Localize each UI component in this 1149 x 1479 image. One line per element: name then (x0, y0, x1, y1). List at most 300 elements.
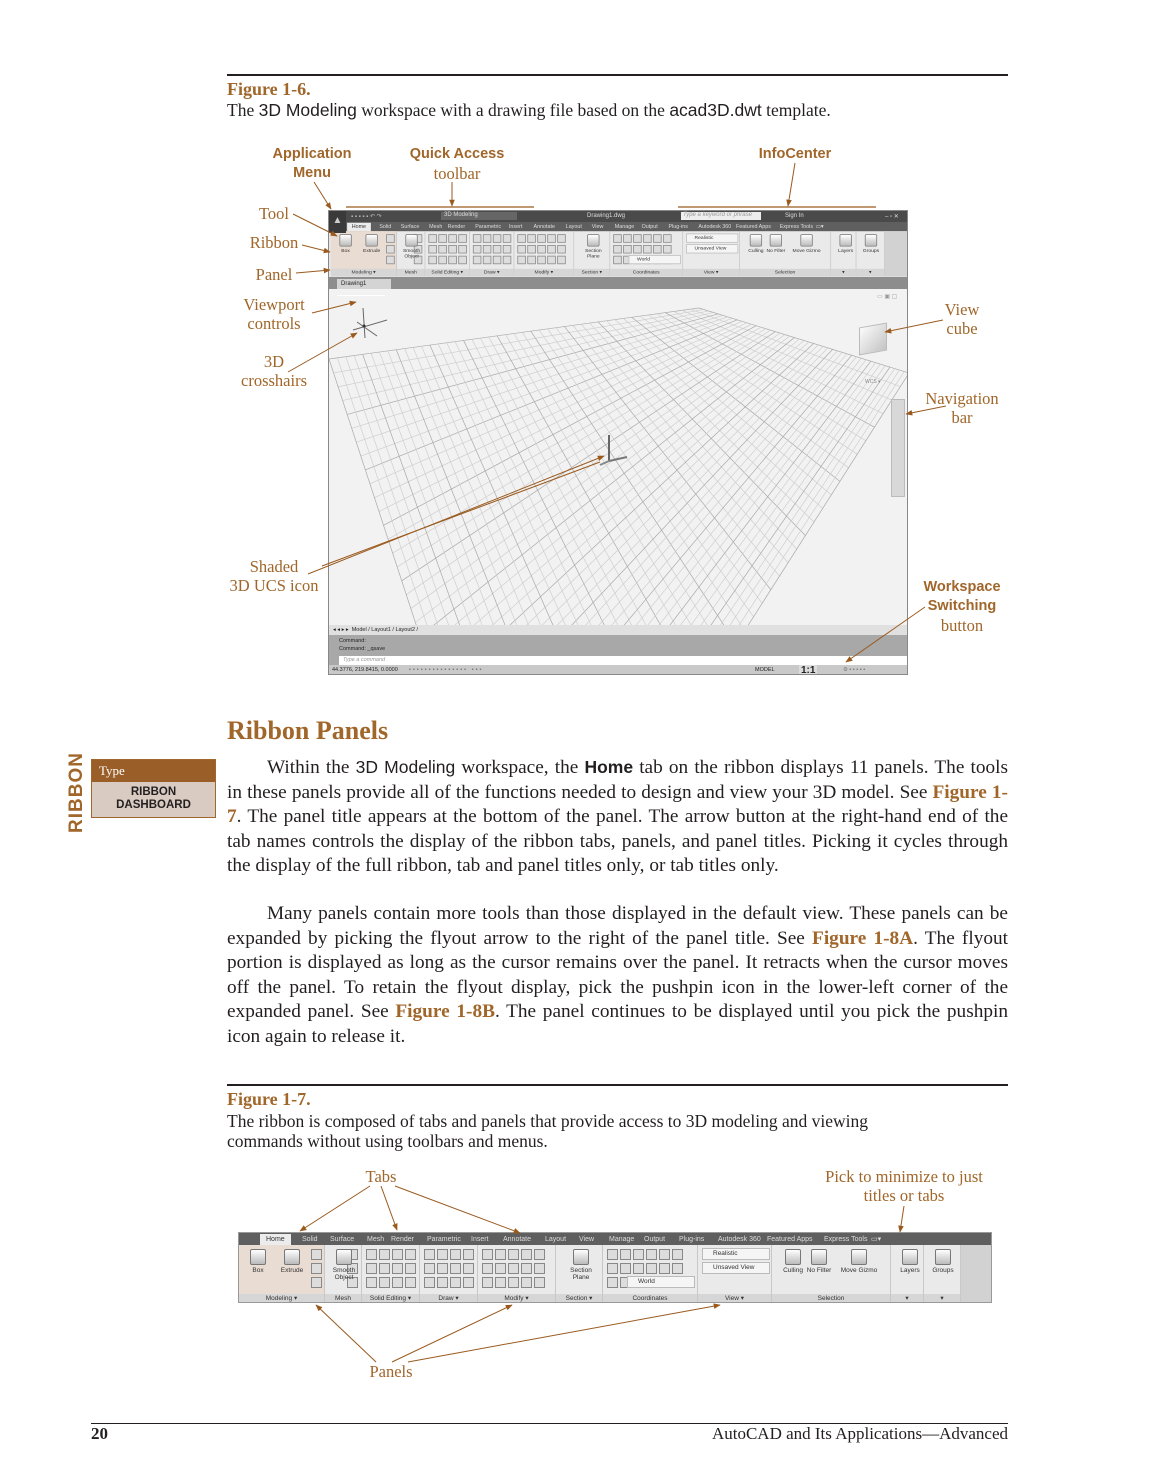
ribbon-tool-button[interactable]: No Filter (800, 1249, 838, 1274)
grid-line (511, 367, 890, 626)
view-dropdown[interactable]: Realistic (686, 234, 738, 243)
tool-icon[interactable] (646, 1263, 657, 1274)
tool-icon[interactable] (643, 234, 651, 242)
panel-title[interactable]: Selection (740, 269, 831, 277)
tool-icon[interactable] (547, 245, 555, 253)
tool-icon[interactable] (521, 1277, 532, 1288)
tool-icon[interactable] (659, 1263, 670, 1274)
tool-icon[interactable] (613, 256, 621, 264)
panel-title[interactable]: Section ▾ (556, 1294, 602, 1303)
tool-icon[interactable] (473, 234, 481, 242)
grid-line (493, 361, 871, 626)
tool-icon[interactable] (386, 256, 394, 264)
tool-icon (250, 1249, 266, 1265)
panel-title[interactable]: Draw ▾ (470, 269, 514, 277)
tool-icon[interactable] (379, 1249, 390, 1260)
ucs-icon (597, 429, 633, 469)
tool-icon (587, 234, 599, 246)
tool-icon[interactable] (448, 256, 456, 264)
tool-icon[interactable] (503, 256, 511, 264)
ribbon-tab[interactable]: Express Tools (779, 224, 814, 230)
minimize-ribbon-button[interactable]: ▭▾ (871, 1236, 882, 1243)
ribbon-tab[interactable]: Featured Apps (735, 224, 771, 230)
tool-icon[interactable] (633, 245, 641, 253)
figure-link[interactable]: Figure 1-8B (395, 1001, 495, 1022)
panel-title[interactable]: ▾ (891, 1294, 923, 1303)
tool-icon[interactable] (405, 1263, 416, 1274)
tool-icon[interactable] (482, 1263, 493, 1274)
tool-icon[interactable] (392, 1277, 403, 1288)
tool-icon[interactable] (483, 234, 491, 242)
tool-icon[interactable] (607, 1263, 618, 1274)
ribbon-tab[interactable]: Autodesk 360 (698, 224, 732, 230)
ribbon (239, 1233, 992, 1303)
grid-line (337, 358, 537, 626)
tool-icon (811, 1249, 827, 1265)
panel-title[interactable]: View ▾ (683, 269, 739, 277)
ribbon-panel (331, 231, 397, 276)
ribbon-panel (831, 231, 856, 276)
ribbon-tool-button[interactable]: Box (334, 234, 357, 253)
panel-title[interactable]: ▾ (924, 1294, 960, 1303)
ribbon-panel (856, 231, 884, 276)
wcs-label: WCS ▾ (865, 379, 881, 385)
tool-icon[interactable] (633, 234, 641, 242)
ribbon-tool-button[interactable]: Section Plane (582, 234, 605, 259)
label-panels: Panels (369, 1362, 413, 1381)
ribbon-tab[interactable]: Mesh (367, 1236, 385, 1243)
grid-line (489, 337, 693, 626)
tool-icon[interactable] (311, 1249, 322, 1260)
window-controls[interactable]: – ▫ ✕ (885, 214, 899, 220)
tool-icon[interactable] (424, 1277, 435, 1288)
grid-line (506, 366, 885, 626)
tool-icon[interactable] (438, 256, 446, 264)
page-number: 20 (91, 1424, 108, 1443)
panel-title[interactable]: Coordinates (603, 1294, 697, 1303)
command-name: RIBBON DASHBOARD (116, 786, 191, 811)
tool-icon[interactable] (366, 1249, 377, 1260)
panel-title[interactable]: ▾ (856, 269, 884, 277)
minimize-ribbon-button[interactable]: ▭▾ (815, 224, 824, 230)
tool-icon[interactable] (311, 1277, 322, 1288)
tool-icon[interactable] (503, 234, 511, 242)
tool-icon[interactable] (448, 234, 456, 242)
tool-icon (865, 234, 877, 246)
tool-icon[interactable] (607, 1277, 618, 1288)
ribbon-tab[interactable]: Plug-ins (679, 1236, 705, 1243)
label-3d-crosshairs: 3D crosshairs (241, 352, 307, 390)
viewport-window-controls[interactable]: ▭ ▣ ▢ (877, 294, 898, 300)
ribbon-tab[interactable]: Surface (330, 1236, 355, 1243)
figure-1-7-caption: The ribbon is composed of tabs and panels that provide access to 3D modeling and viewing commands without using toolbars and menus. (227, 1111, 869, 1151)
panel-title[interactable]: Modeling ▾ (239, 1294, 324, 1303)
tool-icon[interactable] (437, 1277, 448, 1288)
tool-icon[interactable] (386, 234, 394, 242)
annotation-scale[interactable]: 1:1 (801, 665, 816, 675)
tool-icon[interactable] (672, 1263, 683, 1274)
type-command-box (91, 759, 216, 818)
ribbon-panel (239, 1245, 325, 1303)
tool-icon[interactable] (458, 256, 466, 264)
ribbon-tab[interactable]: Express Tools (824, 1236, 868, 1243)
tool-icon[interactable] (311, 1263, 322, 1274)
tool-icon[interactable] (534, 1277, 545, 1288)
ribbon-tab[interactable]: Layout (565, 224, 582, 230)
ribbon-tab[interactable]: Annotate (503, 1236, 532, 1243)
viewport[interactable] (329, 289, 907, 626)
tool-icon[interactable] (663, 234, 671, 242)
ribbon-panel (610, 231, 683, 276)
autocad-screenshot (328, 210, 908, 675)
tool-icon (840, 234, 852, 246)
tool-icon[interactable] (537, 234, 545, 242)
figure-link[interactable]: Figure 1-8A (812, 927, 914, 949)
caption-text: template. (761, 100, 831, 120)
drafting-toggles[interactable]: ▪▪▪▪▪▪▪▪▪▪▪▪▪▪▪ ▪▪▪ (409, 667, 484, 673)
tool-icon[interactable] (424, 1263, 435, 1274)
panel-title[interactable]: Coordinates (610, 269, 682, 277)
tab-layout1[interactable]: Layout1 (371, 627, 391, 633)
tool-icon[interactable] (437, 1263, 448, 1274)
tool-icon[interactable] (482, 1277, 493, 1288)
drawing-tab[interactable]: Drawing1 (337, 279, 391, 289)
ribbon-figure (238, 1232, 992, 1303)
ribbon-panel (574, 231, 610, 276)
section-heading: Ribbon Panels (227, 716, 389, 745)
tool-icon[interactable] (643, 245, 651, 253)
figure-top-rule (227, 74, 1008, 76)
ribbon (331, 222, 908, 276)
tool-icon[interactable] (483, 256, 491, 264)
ribbon-tab[interactable]: Annotate (533, 224, 555, 230)
tool-icon[interactable] (521, 1263, 532, 1274)
tool-icon[interactable] (672, 1249, 683, 1260)
ribbon-tab[interactable]: Render (391, 1236, 414, 1243)
tool-icon[interactable] (557, 245, 565, 253)
ribbon-tool-button[interactable]: Groups (859, 234, 882, 253)
ribbon-tab[interactable]: Manage (609, 1236, 635, 1243)
ribbon-panel (891, 1245, 924, 1303)
ribbon-panel (772, 1245, 891, 1303)
panel-title[interactable]: Mesh (325, 1294, 361, 1303)
ribbon-tool-button[interactable]: Smooth Object (329, 1249, 359, 1281)
tool-icon[interactable] (428, 245, 436, 253)
tool-icon[interactable] (450, 1263, 461, 1274)
ribbon-empty-area (961, 1245, 992, 1303)
tool-icon[interactable] (424, 1249, 435, 1260)
ribbon-panel (514, 231, 574, 276)
tool-icon[interactable] (620, 1263, 631, 1274)
tool-icon[interactable] (450, 1249, 461, 1260)
coordinate-readout: 44.3776, 219.8415, 0.0000 (332, 667, 398, 673)
ribbon-panel (325, 1245, 362, 1303)
ribbon-tool-button[interactable]: Smooth Object (400, 234, 423, 259)
tool-icon[interactable] (537, 245, 545, 253)
ribbon-panel (698, 1245, 772, 1303)
figure-1-7-title: Figure 1-7. (227, 1089, 311, 1109)
tool-icon[interactable] (508, 1249, 519, 1260)
tool-icon[interactable] (527, 256, 535, 264)
ribbon-panel (683, 231, 740, 276)
ribbon-tool-button[interactable]: Extrude (360, 234, 383, 253)
command-line: Command: (339, 638, 366, 644)
tool-icon (284, 1249, 300, 1265)
search-input[interactable]: Type a keyword or phrase (681, 212, 761, 220)
ribbon-tab[interactable]: Parametric (475, 224, 502, 230)
label-view-cube: View cube (944, 300, 980, 338)
tool-icon[interactable] (633, 1263, 644, 1274)
ribbon-panel (478, 1245, 556, 1303)
command-input[interactable]: Type a command (339, 656, 907, 665)
status-bar (329, 665, 907, 675)
tool-icon[interactable] (517, 256, 525, 264)
tool-icon (366, 234, 378, 246)
tool-icon[interactable] (517, 234, 525, 242)
tool-icon (573, 1249, 589, 1265)
ribbon-tool-button[interactable]: Groups (928, 1249, 958, 1274)
sidebar-vertical-label: RIBBON (66, 752, 87, 833)
tool-icon[interactable] (493, 245, 501, 253)
tool-icon[interactable] (534, 1249, 545, 1260)
ribbon-panel (425, 231, 469, 276)
tool-icon[interactable] (379, 1277, 390, 1288)
view-dropdown[interactable]: Unsaved View (686, 244, 738, 253)
tool-icon[interactable] (405, 1277, 416, 1288)
grid-line (443, 345, 819, 626)
tool-icon[interactable] (659, 1249, 670, 1260)
tool-icon[interactable] (527, 245, 535, 253)
tool-icon[interactable] (483, 245, 491, 253)
ribbon-tab[interactable]: Home (347, 223, 371, 231)
coordinate-dropdown[interactable]: World (627, 1276, 695, 1288)
ribbon-tab[interactable]: View (591, 224, 604, 230)
tool-icon (851, 1249, 867, 1265)
caption-term: 3D Modeling (258, 100, 357, 120)
tab-model[interactable]: Model (351, 627, 367, 633)
ribbon-tool-button[interactable]: No Filter (761, 234, 790, 253)
ribbon-tab[interactable]: Mesh (429, 224, 443, 230)
application-menu-button[interactable]: ▲ (329, 211, 346, 233)
ribbon-tool-button[interactable]: Culling (774, 1249, 812, 1274)
panel-title[interactable]: Modeling ▾ (331, 269, 396, 277)
tool-icon[interactable] (473, 256, 481, 264)
tool-icon[interactable] (607, 1249, 618, 1260)
label-application-menu: Application Menu (272, 146, 352, 181)
panel-title[interactable]: Solid Editing ▾ (362, 1294, 419, 1303)
panel-title[interactable]: Section ▾ (574, 269, 609, 277)
tool-icon[interactable] (405, 1249, 416, 1260)
sign-in-button[interactable]: Sign In (785, 213, 804, 219)
tool-icon[interactable] (463, 1263, 474, 1274)
panel-title[interactable]: Modify ▾ (514, 269, 573, 277)
ribbon-tool-button[interactable]: Move Gizmo (792, 234, 821, 253)
ribbon-panel (362, 1245, 420, 1303)
tool-icon[interactable] (495, 1263, 506, 1274)
ribbon-tool-button[interactable]: Extrude (277, 1249, 307, 1274)
ribbon-tool-button[interactable]: Section Plane (566, 1249, 596, 1281)
paragraph: Within the 3D Modeling workspace, the Home tab on the ribbon displays 11 panels. The tools in these panels provide all of the functions needed to design and view your 3D model. See Figure 1-7. The panel title appears at the bottom of the panel. The arrow button at the right-hand end of the tab names controls the display of the ribbon tabs, panels, and panel titles. Picking it cycles through the display of the full ribbon, tab and panel titles only, or tab titles only. (227, 757, 1009, 876)
tool-icon[interactable] (495, 1277, 506, 1288)
ribbon-tab[interactable]: Autodesk 360 (718, 1236, 761, 1243)
panel-title[interactable]: Modify ▾ (478, 1294, 555, 1303)
ribbon-tabs (239, 1233, 992, 1245)
tool-icon[interactable] (653, 245, 661, 253)
tool-icon[interactable] (379, 1263, 390, 1274)
panel-title[interactable]: Mesh (397, 269, 425, 277)
ribbon-tool-button[interactable]: Move Gizmo (840, 1249, 878, 1274)
view-dropdown[interactable]: Unsaved View (702, 1262, 770, 1274)
tool-icon[interactable] (463, 1249, 474, 1260)
tool-icon[interactable] (495, 1249, 506, 1260)
quick-access-icons: ▪ ▪ ▪ ▪ ▪ ↶ ↷ (351, 214, 382, 220)
label-ribbon: Ribbon (249, 233, 299, 252)
ribbon-tab[interactable]: View (579, 1236, 595, 1243)
tool-icon[interactable] (473, 245, 481, 253)
label-ucs-icon: Shaded 3D UCS icon (229, 557, 319, 595)
ribbon-panel (924, 1245, 961, 1303)
tool-icon[interactable] (508, 1263, 519, 1274)
panel-title[interactable]: Draw ▾ (420, 1294, 477, 1303)
command-window (329, 635, 907, 665)
grid-line (429, 341, 804, 627)
ribbon-tab[interactable]: Featured Apps (767, 1236, 813, 1243)
view-cube[interactable] (859, 323, 887, 356)
tool-icon[interactable] (458, 245, 466, 253)
ribbon-tab[interactable]: Parametric (427, 1236, 461, 1243)
grid-line (354, 356, 555, 626)
tool-icon[interactable] (557, 234, 565, 242)
ribbon-tool-button[interactable]: Box (243, 1249, 273, 1274)
tool-icon[interactable] (458, 234, 466, 242)
tool-icon[interactable] (450, 1277, 461, 1288)
label-tool: Tool (258, 204, 290, 223)
tool-icon[interactable] (646, 1249, 657, 1260)
tool-icon (336, 1249, 352, 1265)
panel-title[interactable]: Selection (772, 1294, 890, 1303)
caption-text: workspace with a drawing file based on the (356, 100, 670, 120)
label-workspace-switching: Workspace Switching button (923, 579, 1001, 635)
ribbon-tab[interactable]: Insert (471, 1236, 489, 1243)
tool-icon[interactable] (547, 234, 555, 242)
ribbon-tab[interactable]: Manage (614, 224, 635, 230)
panel-title[interactable]: View ▾ (698, 1294, 771, 1303)
viewport-controls[interactable] (337, 295, 385, 296)
label-minimize: Pick to minimize to just titles or tabs (825, 1167, 983, 1205)
ribbon-tool-button[interactable]: Layers (834, 234, 857, 253)
tool-icon (935, 1249, 951, 1265)
tool-icon[interactable] (623, 234, 631, 242)
tool-icon[interactable] (537, 256, 545, 264)
caption-term: acad3D.dwt (669, 100, 762, 120)
ribbon-tab[interactable]: Surface (400, 224, 420, 230)
tool-icon[interactable] (508, 1277, 519, 1288)
tool-icon[interactable] (623, 245, 631, 253)
tool-icon (405, 234, 417, 246)
grid-line (488, 360, 866, 626)
tab-layout2[interactable]: Layout2 (395, 627, 416, 633)
tool-icon[interactable] (386, 245, 394, 253)
tool-icon[interactable] (613, 234, 621, 242)
ribbon-tool-button[interactable]: Layers (895, 1249, 925, 1274)
ribbon-tab[interactable]: Home (260, 1234, 291, 1245)
figure-link[interactable]: Figure 1-7 (227, 781, 1008, 827)
panel-title[interactable]: ▾ (831, 269, 856, 277)
panel-title[interactable]: Solid Editing ▾ (425, 269, 469, 277)
tool-icon[interactable] (463, 1277, 474, 1288)
ribbon-panel (556, 1245, 603, 1303)
tool-icon[interactable] (493, 234, 501, 242)
label-navigation-bar: Navigation bar (925, 389, 999, 427)
tool-icon[interactable] (438, 245, 446, 253)
tool-icon[interactable] (366, 1277, 377, 1288)
ribbon-panel (420, 1245, 478, 1303)
model-button[interactable]: MODEL (755, 667, 775, 673)
tool-icon[interactable] (366, 1263, 377, 1274)
figure-top-rule (227, 1084, 1008, 1086)
coordinate-dropdown[interactable]: World (629, 255, 681, 264)
tool-icon[interactable] (482, 1249, 493, 1260)
caption-text: The (227, 100, 259, 120)
view-dropdown[interactable]: Realistic (702, 1248, 770, 1260)
ribbon-panel (603, 1245, 698, 1303)
ribbon-panel (397, 231, 425, 276)
tool-icon[interactable] (503, 245, 511, 253)
tool-icon[interactable] (493, 256, 501, 264)
tool-icon[interactable] (557, 256, 565, 264)
tool-icon[interactable] (547, 256, 555, 264)
tool-icon[interactable] (521, 1249, 532, 1260)
tool-icon[interactable] (620, 1249, 631, 1260)
ribbon-tab[interactable]: Render (447, 224, 466, 230)
tool-icon[interactable] (633, 1249, 644, 1260)
tool-icon[interactable] (392, 1249, 403, 1260)
tool-icon[interactable] (517, 245, 525, 253)
ribbon-tab[interactable]: Plug-ins (668, 224, 688, 230)
ribbon-empty-area (885, 231, 908, 276)
ribbon-tab[interactable]: Solid (379, 224, 392, 230)
paragraph: Many panels contain more tools than those displayed in the default view. These panels can be expanded by picking the flyout arrow to the right of the panel title. See Figure 1-8A. The flyout portion is displayed as long as the cursor remains over the panel. It retracts when the cursor moves off the panel. To retain the flyout display, pick the pushpin icon in the lower-left corner of the expanded panel. See Figure 1-8B. The panel continues to be displayed until you pick the pushpin icon again to release it. (227, 903, 1008, 1047)
tool-icon[interactable] (438, 234, 446, 242)
tool-icon[interactable] (428, 256, 436, 264)
ribbon-tab[interactable]: Output (644, 1236, 666, 1243)
command-line: Command: _qsave (339, 646, 386, 652)
tool-icon[interactable] (448, 245, 456, 253)
tool-icon[interactable] (653, 234, 661, 242)
tool-icon[interactable] (613, 245, 621, 253)
ribbon-tab[interactable]: Output (641, 224, 658, 230)
ribbon-tool-button[interactable]: Culling (741, 234, 770, 253)
tool-icon[interactable] (534, 1263, 545, 1274)
tool-icon[interactable] (663, 245, 671, 253)
ribbon-tab[interactable]: Solid (302, 1236, 318, 1243)
label-infocenter: InfoCenter (758, 146, 832, 162)
workspace-dropdown[interactable]: 3D Modeling (441, 212, 517, 220)
crosshairs-icon (349, 304, 389, 344)
ribbon-tab[interactable]: Insert (508, 224, 523, 230)
book-title: AutoCAD and Its Applications—Advanced (711, 1424, 1008, 1443)
ribbon-tab[interactable]: Layout (545, 1236, 567, 1243)
tool-icon[interactable] (527, 234, 535, 242)
tool-icon (800, 234, 812, 246)
label-tabs: Tabs (365, 1167, 397, 1186)
workspace-switching-button[interactable]: ⚙ ▪ ▪ ▪ ▪ ▪ (843, 667, 866, 673)
tool-icon[interactable] (392, 1263, 403, 1274)
navigation-bar[interactable] (891, 399, 905, 497)
type-label: Type (92, 760, 215, 782)
tool-icon[interactable] (437, 1249, 448, 1260)
tool-icon[interactable] (428, 234, 436, 242)
